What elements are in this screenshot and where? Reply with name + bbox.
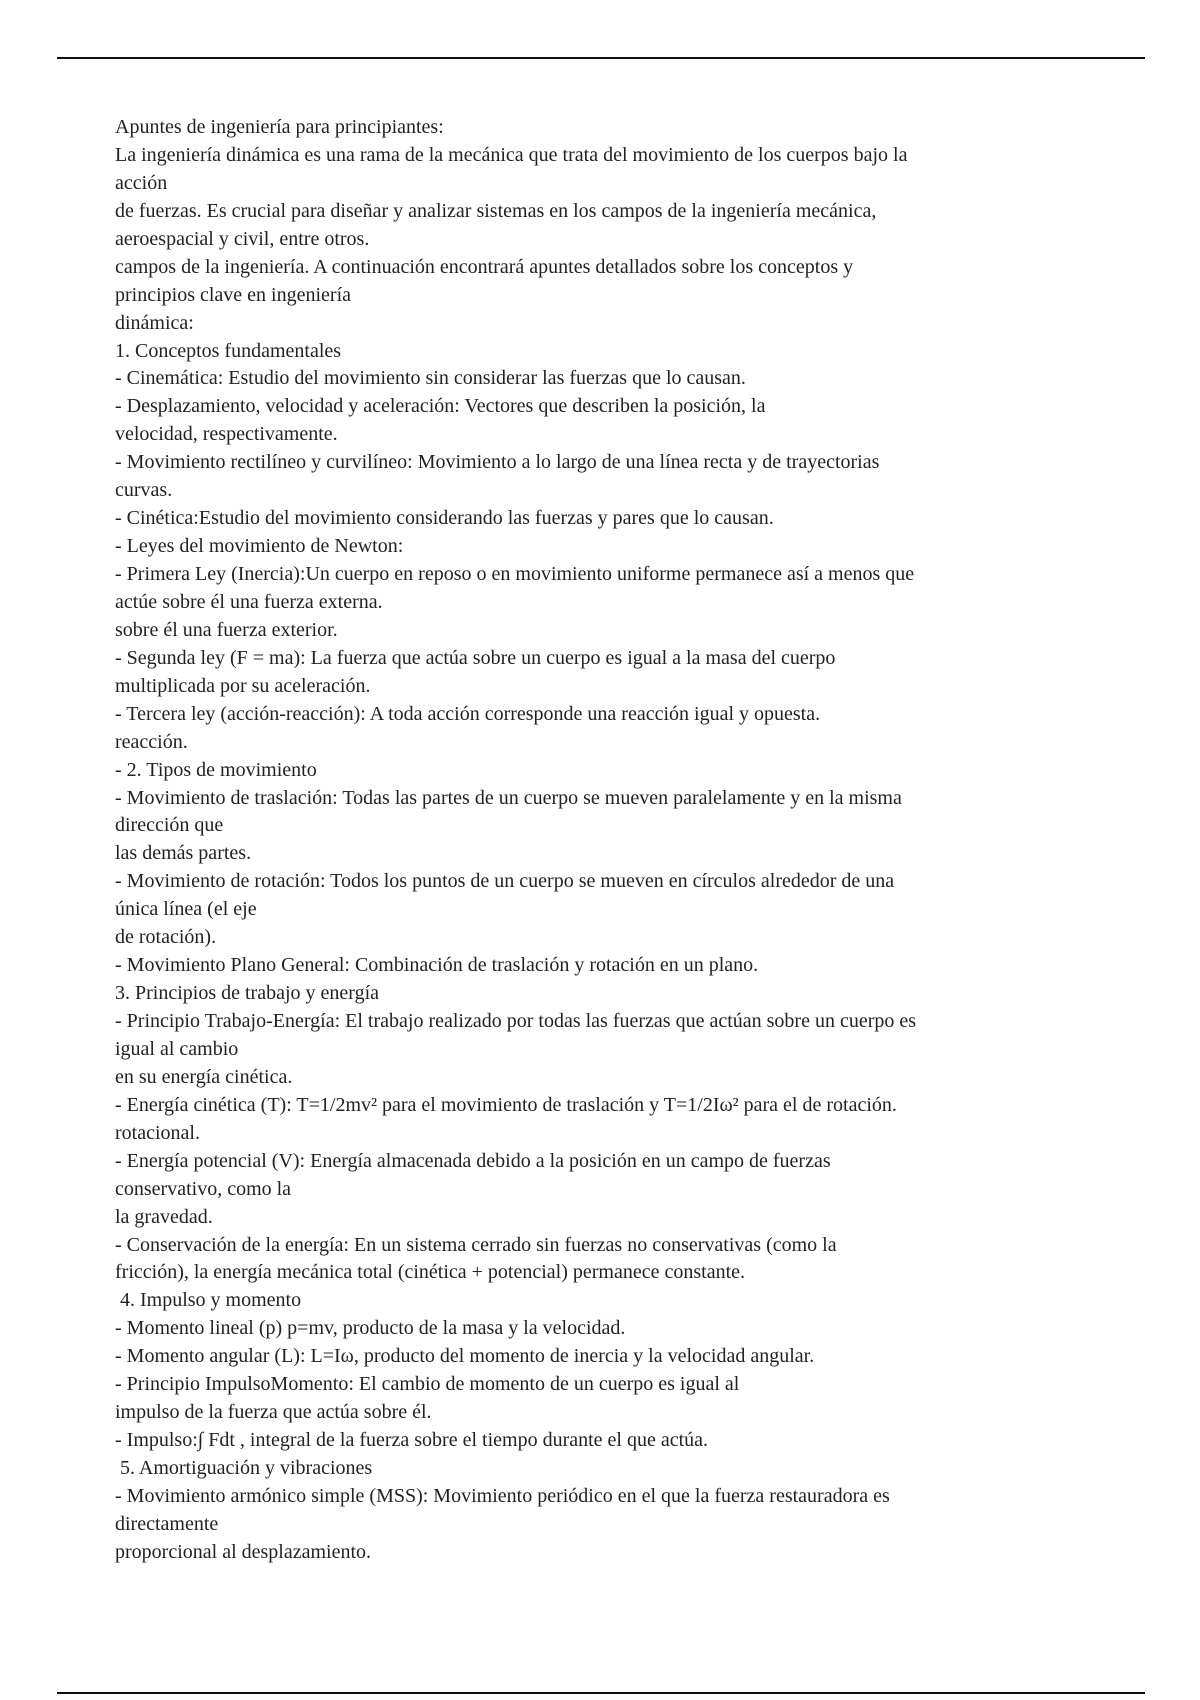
text-line: - Momento lineal (p) p=mv, producto de la masa y la velocidad. xyxy=(115,1317,626,1340)
text-line: - Cinética:Estudio del movimiento considerando las fuerzas y pares que lo causan. xyxy=(115,507,774,530)
text-line: - Impulso:∫ Fdt , integral de la fuerza sobre el tiempo durante el que actúa. xyxy=(115,1429,709,1452)
text-line: 1. Conceptos fundamentales xyxy=(115,339,342,362)
text-line: - Movimiento Plano General: Combinación de traslación y rotación en un plano. xyxy=(115,954,759,977)
top-rule xyxy=(57,57,1145,59)
text-line: - Primera Ley (Inercia):Un cuerpo en reposo o en movimiento uniforme permanece así a menos que xyxy=(115,563,915,585)
text-line: proporcional al desplazamiento. xyxy=(115,1540,372,1563)
text-line: - 2. Tipos de movimiento xyxy=(115,758,317,781)
text-line: actúe sobre él una fuerza externa. xyxy=(115,590,383,613)
text-line: las demás partes. xyxy=(115,842,252,865)
text-line: - Tercera ley (acción-reacción): A toda acción corresponde una reacción igual y opuesta. xyxy=(115,702,821,725)
text-line: la gravedad. xyxy=(115,1205,213,1228)
text-line: La ingeniería dinámica es una rama de la mecánica que trata del movimiento de los cuerpos bajo la xyxy=(115,143,908,166)
text-line: única línea (el eje xyxy=(115,898,257,921)
text-line: - Cinemática: Estudio del movimiento sin considerar las fuerzas que lo causan. xyxy=(115,367,746,390)
text-line: rotacional. xyxy=(115,1121,200,1144)
bottom-rule xyxy=(57,1692,1145,1694)
text-line: - Principio ImpulsoMomento: El cambio de momento de un cuerpo es igual al xyxy=(115,1373,740,1396)
text-line: - Movimiento de rotación: Todos los puntos de un cuerpo se mueven en círculos alrededor de una xyxy=(115,870,895,893)
text-line: 3. Principios de trabajo y energía xyxy=(115,982,380,1005)
text-line: velocidad, respectivamente. xyxy=(115,423,338,446)
text-line: Apuntes de ingeniería para principiantes: xyxy=(115,116,444,138)
text-line: aeroespacial y civil, entre otros. xyxy=(115,227,370,250)
text-line: acción xyxy=(115,171,168,194)
text-line: reacción. xyxy=(115,730,188,753)
document-body xyxy=(115,114,1095,1567)
text-line: - Conservación de la energía: En un sistema cerrado sin fuerzas no conservativas (como la xyxy=(115,1233,837,1256)
text-line: - Leyes del movimiento de Newton: xyxy=(115,535,404,558)
text-line: impulso de la fuerza que actúa sobre él. xyxy=(115,1401,432,1424)
text-line: en su energía cinética. xyxy=(115,1065,293,1088)
text-line: conservativo, como la xyxy=(115,1177,292,1200)
text-line: multiplicada por su aceleración. xyxy=(115,674,371,697)
text-line: - Movimiento armónico simple (MSS): Movimiento periódico en el que la fuerza restauradora es xyxy=(115,1484,890,1507)
text-line: de fuerzas. Es crucial para diseñar y analizar sistemas en los campos de la ingeniería mecánica, xyxy=(115,199,877,222)
text-line: - Desplazamiento, velocidad y aceleración: Vectores que describen la posición, la xyxy=(115,395,766,418)
text-line: dirección que xyxy=(115,814,224,837)
text-line: - Movimiento rectilíneo y curvilíneo: Movimiento a lo largo de una línea recta y de trayectorias xyxy=(115,451,880,474)
text-line: 4. Impulso y momento xyxy=(115,1289,302,1312)
text-line: campos de la ingeniería. A continuación encontrará apuntes detallados sobre los conceptos y xyxy=(115,255,854,278)
text-line: curvas. xyxy=(115,479,173,502)
text-line: principios clave en ingeniería xyxy=(115,283,352,306)
text-line: - Movimiento de traslación: Todas las partes de un cuerpo se mueven paralelamente y en la misma xyxy=(115,786,902,809)
text-line: - Momento angular (L): L=Iω, producto del momento de inercia y la velocidad angular. xyxy=(115,1345,815,1368)
text-line: dinámica: xyxy=(115,311,194,334)
text-line: igual al cambio xyxy=(115,1037,239,1060)
text-line: de rotación). xyxy=(115,926,217,949)
text-line: directamente xyxy=(115,1512,219,1535)
text-line: - Principio Trabajo-Energía: El trabajo realizado por todas las fuerzas que actúan sobre un cuerpo es xyxy=(115,1010,917,1032)
text-line: - Energía potencial (V): Energía almacenada debido a la posición en un campo de fuerzas xyxy=(115,1149,831,1172)
text-line: sobre él una fuerza exterior. xyxy=(115,618,338,641)
text-line: - Energía cinética (T): T=1/2mv² para el movimiento de traslación y T=1/2Iω² para el de rotación. xyxy=(115,1093,897,1116)
text-line: - Segunda ley (F = ma): La fuerza que actúa sobre un cuerpo es igual a la masa del cuerpo xyxy=(115,646,836,669)
text-line: 5. Amortiguación y vibraciones xyxy=(115,1457,373,1479)
text-line: fricción), la energía mecánica total (cinética + potencial) permanece constante. xyxy=(115,1261,746,1284)
